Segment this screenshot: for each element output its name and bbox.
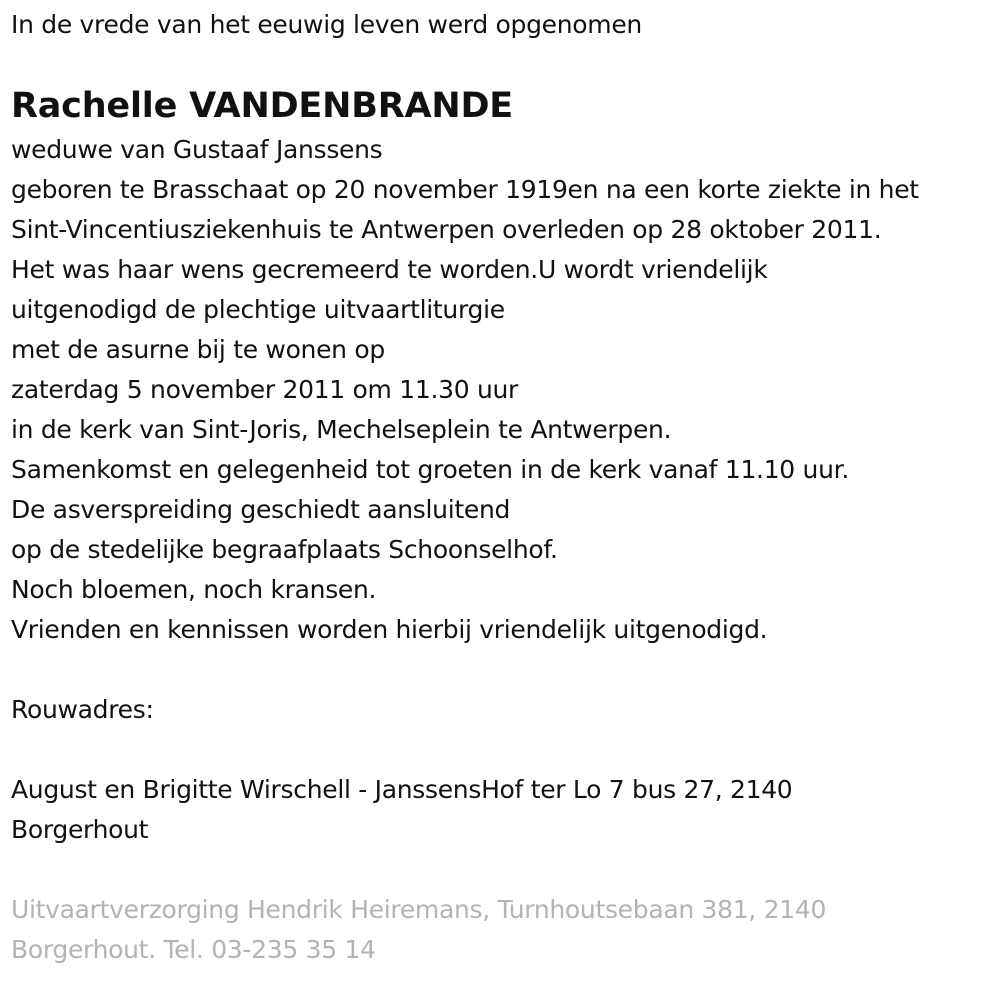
spacer: [11, 650, 996, 690]
footer-line: Uitvaartverzorging Hendrik Heiremans, Turnhoutsebaan 381, 2140: [11, 895, 827, 924]
funeral-director-info: [11, 890, 996, 970]
body-line: zaterdag 5 november 2011 om 11.30 uur: [11, 375, 519, 404]
body-line: Samenkomst en gelegenheid tot groeten in de kerk vanaf 11.10 uur.: [11, 455, 849, 484]
body-line: Sint-Vincentiusziekenhuis te Antwerpen overleden op 28 oktober 2011.: [11, 215, 882, 244]
body-line: Het was haar wens gecremeerd te worden.U wordt vriendelijk: [11, 255, 768, 284]
body-line: weduwe van Gustaaf Janssens: [11, 135, 383, 164]
body-line: De asverspreiding geschiedt aansluitend: [11, 495, 511, 524]
address-line: August en Brigitte Wirschell - JanssensHof ter Lo 7 bus 27, 2140: [11, 775, 793, 804]
spacer: [11, 730, 996, 770]
body-line: Noch bloemen, noch kransen.: [11, 575, 377, 604]
body-line: Vrienden en kennissen worden hierbij vriendelijk uitgenodigd.: [11, 615, 768, 644]
mourning-address: [11, 770, 996, 850]
intro-text: In de vrede van het eeuwig leven werd opgenomen: [11, 10, 642, 39]
death-announcement: [11, 0, 996, 970]
body-line: in de kerk van Sint-Joris, Mechelseplein te Antwerpen.: [11, 415, 672, 444]
spacer: [11, 850, 996, 890]
footer-line: Borgerhout. Tel. 03-235 35 14: [11, 935, 376, 964]
body-line: geboren te Brasschaat op 20 november 1919en na een korte ziekte in het: [11, 175, 919, 204]
address-line: Borgerhout: [11, 815, 149, 844]
body-line: op de stedelijke begraafplaats Schoonselhof.: [11, 535, 558, 564]
body-line: met de asurne bij te wonen op: [11, 335, 385, 364]
deceased-name: Rachelle VANDENBRANDE: [11, 86, 514, 126]
body-line: uitgenodigd de plechtige uitvaartliturgie: [11, 295, 505, 324]
address-label: Rouwadres:: [11, 695, 154, 724]
announcement-body: [11, 130, 996, 650]
